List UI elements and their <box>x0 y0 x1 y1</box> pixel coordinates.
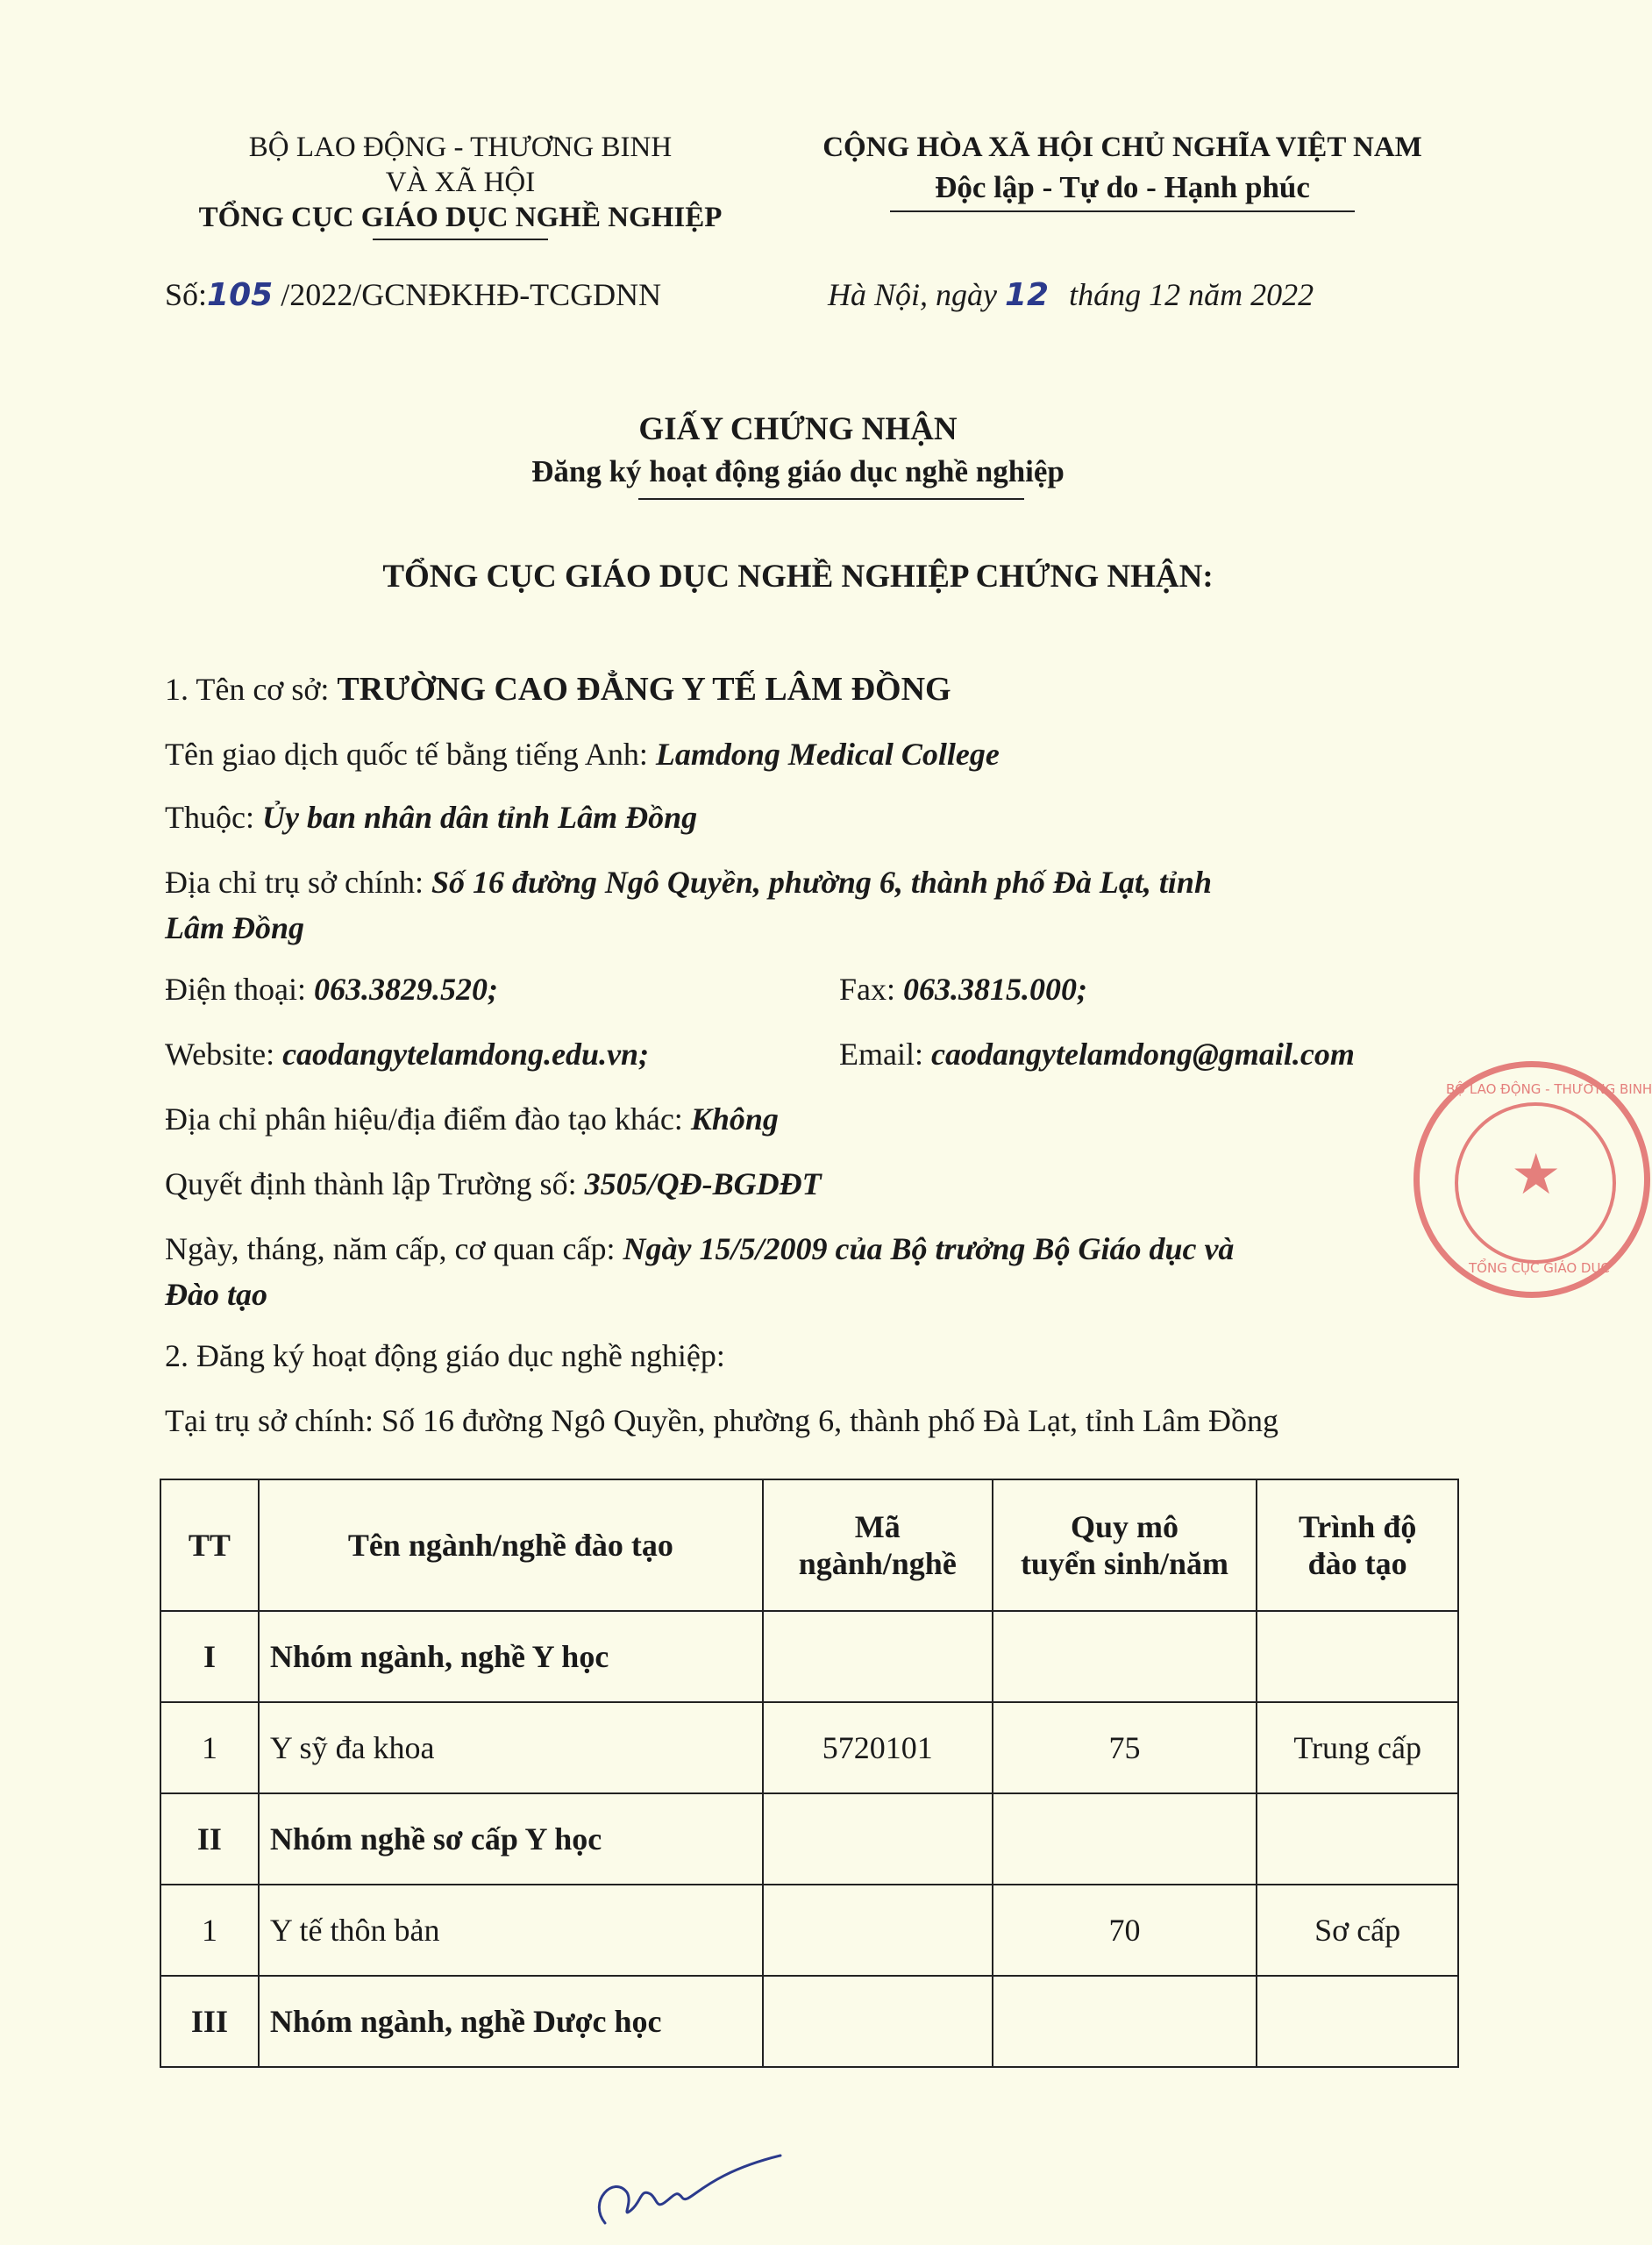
cell-code: 5720101 <box>763 1702 993 1793</box>
stamp-text-bottom: TỔNG CỤC GIÁO DỤC <box>1469 1260 1610 1276</box>
website-label: Website: <box>165 1037 283 1072</box>
school-name-line <box>165 670 951 709</box>
cell-name: Y tế thôn bản <box>259 1885 763 1976</box>
department-name: TỔNG CỤC GIÁO DỤC NGHỀ NGHIỆP <box>198 202 723 233</box>
cell-scale: 75 <box>993 1702 1257 1793</box>
issued-value-1: Ngày 15/5/2009 của Bộ trưởng Bộ Giáo dục và <box>623 1231 1235 1266</box>
location-line: Tại trụ sở chính: Số 16 đường Ngô Quyền, phường 6, thành phố Đà Lạt, tỉnh Lâm Đồng <box>165 1403 1278 1438</box>
certificate-title: GIẤY CHỨNG NHẬN <box>638 411 958 447</box>
school-name-label: 1. Tên cơ sở: <box>165 672 338 707</box>
cell-level <box>1257 1611 1458 1702</box>
republic-name: CỘNG HÒA XÃ HỘI CHỦ NGHĨA VIỆT NAM <box>822 132 1422 163</box>
cell-code <box>763 1793 993 1885</box>
ministry-line1: BỘ LAO ĐỘNG - THƯƠNG BINH <box>248 132 673 163</box>
branch-label: Địa chỉ phân hiệu/địa điểm đào tạo khác: <box>165 1101 691 1137</box>
ministry-line2: VÀ XÃ HỘI <box>385 167 536 198</box>
date-prefix: Hà Nội, ngày <box>828 277 997 312</box>
cell-scale <box>993 1793 1257 1885</box>
motto-underline <box>890 210 1355 212</box>
cell-level: Sơ cấp <box>1257 1885 1458 1976</box>
intl-name-line <box>165 735 1000 773</box>
cell-tt: 1 <box>160 1702 259 1793</box>
email-value: caodangytelamdong@gmail.com <box>930 1037 1355 1072</box>
email-line <box>839 1035 1355 1073</box>
cell-tt: 1 <box>160 1885 259 1976</box>
table-row <box>160 1885 1458 1976</box>
phone-line <box>165 970 498 1008</box>
header-name: Tên ngành/nghề đào tạo <box>259 1479 763 1611</box>
cell-code <box>763 1611 993 1702</box>
belongs-line <box>165 798 697 837</box>
stamp-star-icon: ★ <box>1511 1143 1562 1208</box>
belongs-label: Thuộc: <box>165 800 262 835</box>
email-label: Email: <box>839 1037 931 1072</box>
table-row <box>160 1976 1458 2067</box>
cell-scale <box>993 1611 1257 1702</box>
address-value-1: Số 16 đường Ngô Quyền, phường 6, thành phố Đà Lạt, tỉnh <box>431 865 1212 900</box>
cell-name: Nhóm ngành, nghề Y học <box>259 1611 763 1702</box>
cell-tt: II <box>160 1793 259 1885</box>
cell-name: Nhóm nghề sơ cấp Y học <box>259 1793 763 1885</box>
department-underline <box>373 239 548 240</box>
stamp-text-top: BỘ LAO ĐỘNG - THƯƠNG BINH <box>1446 1081 1652 1097</box>
intl-name-label: Tên giao dịch quốc tế bằng tiếng Anh: <box>165 737 656 772</box>
cell-code <box>763 1885 993 1976</box>
header-code: Mã ngành/nghề <box>763 1479 993 1611</box>
official-stamp <box>1413 1061 1650 1298</box>
republic-block <box>772 130 1473 212</box>
cell-scale: 70 <box>993 1885 1257 1976</box>
motto: Độc lập - Tự do - Hạnh phúc <box>935 170 1310 204</box>
subtitle-underline <box>638 498 1024 500</box>
issued-label: Ngày, tháng, năm cấp, cơ quan cấp: <box>165 1231 623 1266</box>
document-date <box>828 275 1314 315</box>
cell-level <box>1257 1976 1458 2067</box>
fax-value: 063.3815.000; <box>903 972 1088 1007</box>
issued-value-2: Đào tạo <box>165 1277 267 1312</box>
number-suffix: /2022/GCNĐKHĐ-TCGDNN <box>281 277 662 312</box>
address-label: Địa chỉ trụ sở chính: <box>165 865 431 900</box>
table-header-row <box>160 1479 1458 1611</box>
signature-mark <box>579 2140 789 2236</box>
cell-level <box>1257 1793 1458 1885</box>
fax-line <box>839 970 1087 1008</box>
table-row <box>160 1702 1458 1793</box>
decision-label: Quyết định thành lập Trường số: <box>165 1166 585 1201</box>
header-level: Trình độ đào tạo <box>1257 1479 1458 1611</box>
table-row <box>160 1793 1458 1885</box>
branch-value: Không <box>690 1101 779 1137</box>
address-line <box>165 863 1463 902</box>
decision-value: 3505/QĐ-BGDĐT <box>584 1166 822 1201</box>
cell-name: Y sỹ đa khoa <box>259 1702 763 1793</box>
number-prefix: Số: <box>165 277 208 312</box>
date-day-handwritten: 12 <box>1005 277 1050 313</box>
cell-code <box>763 1976 993 2067</box>
cell-name: Nhóm ngành, nghề Dược học <box>259 1976 763 2067</box>
decision-line <box>165 1165 822 1203</box>
cell-scale <box>993 1976 1257 2067</box>
table-row <box>160 1611 1458 1702</box>
certificate-subtitle: Đăng ký hoạt động giáo dục nghề nghiệp <box>531 454 1065 488</box>
number-handwritten: 105 <box>207 277 274 313</box>
date-suffix: tháng 12 năm 2022 <box>1069 277 1314 312</box>
cell-level: Trung cấp <box>1257 1702 1458 1793</box>
cell-tt: I <box>160 1611 259 1702</box>
phone-value: 063.3829.520; <box>313 972 498 1007</box>
registration-table <box>160 1479 1459 2068</box>
phone-label: Điện thoại: <box>165 972 314 1007</box>
certify-heading: TỔNG CỤC GIÁO DỤC NGHỀ NGHIỆP CHỨNG NHẬN: <box>382 559 1214 595</box>
school-name: TRƯỜNG CAO ĐẲNG Y TẾ LÂM ĐỒNG <box>337 671 951 708</box>
intl-name: Lamdong Medical College <box>655 737 1000 772</box>
branch-line <box>165 1100 779 1138</box>
document-number <box>165 275 661 315</box>
header-scale: Quy mô tuyển sinh/năm <box>993 1479 1257 1611</box>
section-2-heading: 2. Đăng ký hoạt động giáo dục nghề nghiệp: <box>165 1338 725 1373</box>
header-tt: TT <box>160 1479 259 1611</box>
ministry-block <box>167 130 754 240</box>
fax-label: Fax: <box>839 972 904 1007</box>
issued-line <box>165 1229 1463 1268</box>
website-line <box>165 1035 649 1073</box>
website-value: caodangytelamdong.edu.vn; <box>282 1037 650 1072</box>
address-value-2: Lâm Đồng <box>165 910 305 945</box>
belongs-value: Ủy ban nhân dân tỉnh Lâm Đồng <box>261 800 698 835</box>
cell-tt: III <box>160 1976 259 2067</box>
